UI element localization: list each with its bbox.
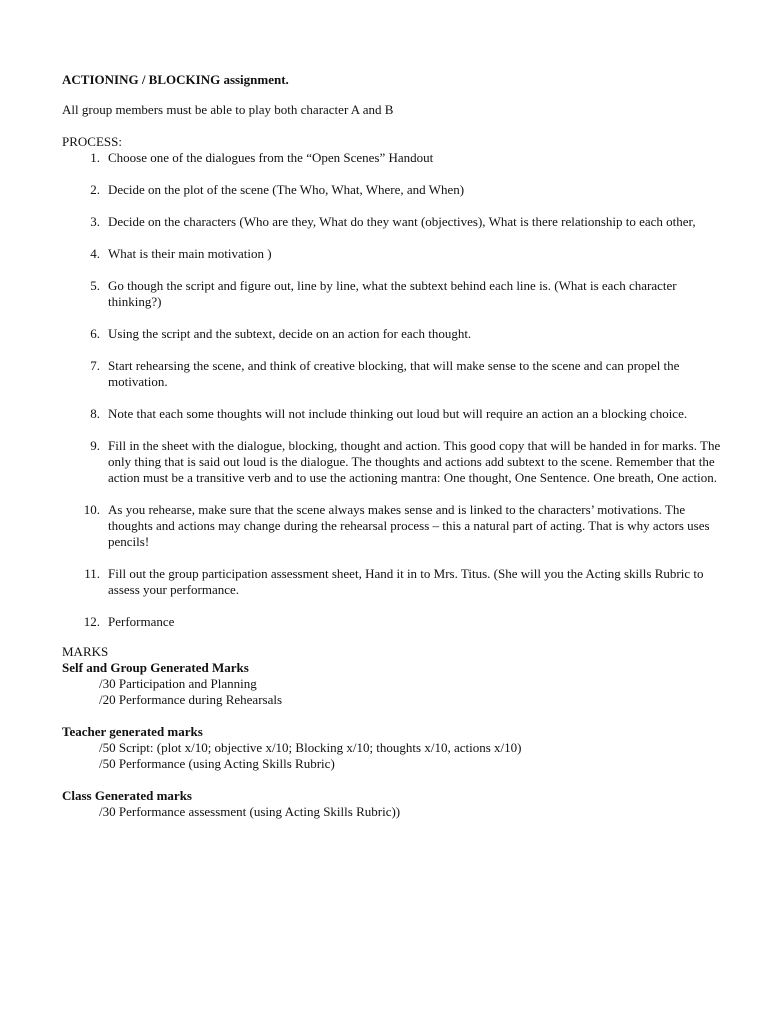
document-page (62, 72, 722, 836)
mark-line: /30 Participation and Planning (99, 676, 257, 691)
step-number: 5. (90, 278, 100, 293)
step-text: Decide on the characters (Who are they, What do they want (objectives), What is there relationship to each other, (108, 214, 696, 229)
step-number: 11. (84, 566, 100, 581)
step-number: 8. (90, 406, 100, 421)
step-text: Fill in the sheet with the dialogue, blocking, thought and action. This good copy that will be handed in for marks. The only thing that is said out loud is the dialogue. The thoughts and actions add subtext to the scene. Remember that the action must be a transitive verb and to use the actioning mantra: One thought, One Sentence. One breath, One action. (108, 438, 721, 485)
step-text: Decide on the plot of the scene (The Who, What, Where, and When) (108, 182, 465, 197)
marks-section-teacher (62, 724, 722, 772)
step-number: 4. (90, 246, 100, 261)
step-number: 9. (90, 438, 100, 453)
marks-section-title: Class Generated marks (62, 788, 192, 803)
step-number: 12. (83, 614, 100, 629)
step-text: Note that each some thoughts will not include thinking out loud but will require an action an a blocking choice. (108, 406, 688, 421)
mark-line: /50 Script: (plot x/10; objective x/10; Blocking x/10; thoughts x/10, actions x/10) (99, 740, 522, 755)
document-title: ACTIONING / BLOCKING assignment. (62, 72, 289, 87)
mark-line: /50 Performance (using Acting Skills Rubric) (99, 756, 335, 771)
list-item (62, 150, 722, 166)
step-number: 3. (90, 214, 100, 229)
process-steps-list (62, 150, 722, 630)
list-item (62, 326, 722, 342)
list-item (62, 614, 722, 630)
list-item (62, 406, 722, 422)
mark-line: /20 Performance during Rehearsals (99, 692, 283, 707)
list-item (62, 502, 722, 550)
list-item (62, 214, 722, 230)
process-heading: PROCESS: (62, 134, 122, 149)
step-number: 7. (90, 358, 100, 373)
marks-section-title: Teacher generated marks (62, 724, 203, 739)
list-item (62, 182, 722, 198)
step-text: Using the script and the subtext, decide on an action for each thought. (108, 326, 472, 341)
step-number: 10. (83, 502, 100, 517)
step-text: Fill out the group participation assessment sheet, Hand it in to Mrs. Titus. (She will you the Acting skills Rubric to assess your performance. (108, 566, 704, 597)
step-text: What is their main motivation ) (108, 246, 272, 261)
marks-heading: MARKS (62, 644, 109, 659)
list-item (62, 246, 722, 262)
marks-section-class (62, 788, 722, 820)
list-item (62, 278, 722, 310)
marks-section-self-group (62, 660, 722, 708)
marks-section-title: Self and Group Generated Marks (62, 660, 249, 675)
step-text: Performance (108, 614, 175, 629)
step-text: Start rehearsing the scene, and think of creative blocking, that will make sense to the scene and can propel the motivation. (108, 358, 680, 389)
list-item (62, 358, 722, 390)
mark-line: /30 Performance assessment (using Acting Skills Rubric)) (99, 804, 401, 819)
step-number: 6. (90, 326, 100, 341)
step-text: As you rehearse, make sure that the scene always makes sense and is linked to the characters’ motivations. The thoughts and actions may change during the rehearsal process – this a natural part of acting. That is why actors uses pencils! (108, 502, 710, 549)
list-item (62, 438, 722, 486)
step-number: 1. (90, 150, 100, 165)
intro-text: All group members must be able to play both character A and B (62, 102, 394, 117)
step-text: Choose one of the dialogues from the “Open Scenes” Handout (108, 150, 434, 165)
step-number: 2. (90, 182, 100, 197)
list-item (62, 566, 722, 598)
step-text: Go though the script and figure out, line by line, what the subtext behind each line is. (What is each character thinking?) (108, 278, 677, 309)
